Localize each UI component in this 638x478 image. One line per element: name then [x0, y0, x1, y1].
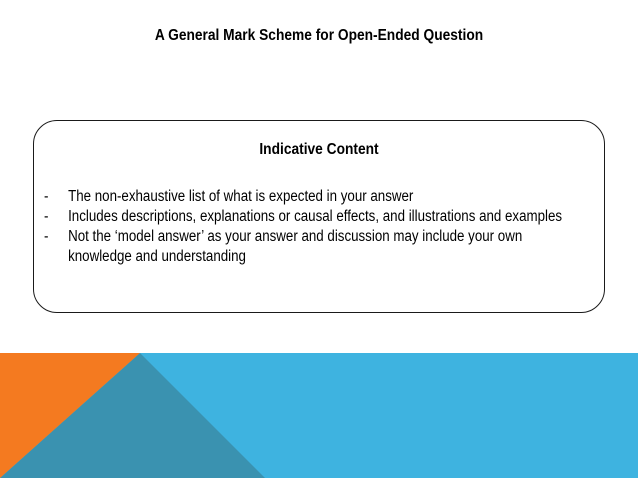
bullet-dash: -: [44, 188, 49, 205]
decorative-bottom-band: [0, 353, 638, 478]
bullet-dash: -: [44, 208, 49, 225]
bullet-text: Not the ‘model answer’ as your answer and discussion may include your own knowledge and understanding: [68, 228, 523, 265]
box-heading: Indicative Content: [259, 141, 379, 158]
bullet-text: Includes descriptions, explanations or causal effects, and illustrations and examples: [68, 208, 563, 225]
bullet-dash: -: [44, 228, 49, 245]
bullet-list: [44, 187, 577, 267]
slide-title: A General Mark Scheme for Open-Ended Question: [154, 27, 484, 44]
bullet-item: [44, 207, 577, 227]
indicative-content-box: [33, 120, 605, 313]
bullet-text: The non-exhaustive list of what is expected in your answer: [68, 188, 414, 205]
bullet-item: [44, 187, 577, 207]
bullet-item: [44, 227, 577, 267]
decorative-band-graphic: [0, 353, 638, 478]
